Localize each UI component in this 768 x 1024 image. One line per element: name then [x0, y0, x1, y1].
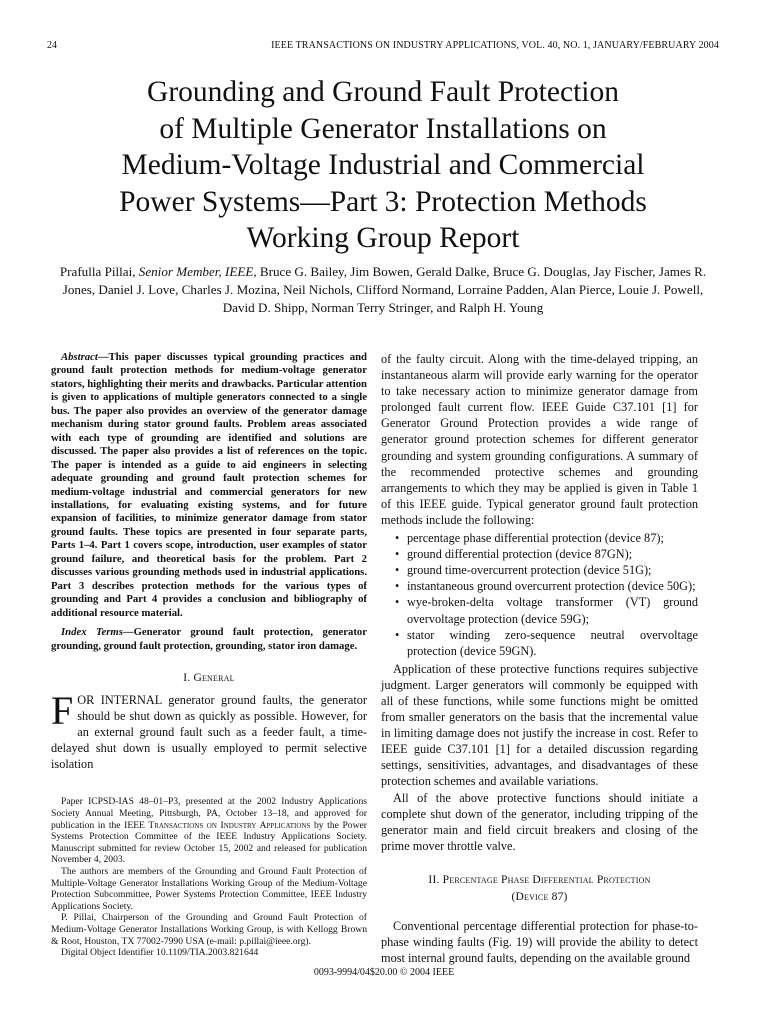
list-item: • percentage phase differential protection (device 87); — [407, 530, 698, 546]
abstract-text: This paper discusses typical grounding practices and ground fault protection methods for medium-voltage generator stators, highlighting their merits and drawbacks. Particular attention is given to applications of multiple generators connected to a single bus. The paper also provides an overview of the generator damage mechanism during stator ground faults. Problem areas associated with each type of grounding are identified and solutions are discussed. The paper also provides a list of references on the topic. The paper is intended as a guide to aid engineers in selecting adequate grounding and ground fault protection schemes for medium-voltage industrial and commercial generators for new installations, for evaluating existing systems, and for future expansion of facilities, to minimize generator damage from stator ground faults. These topics are presented in four separate parts, Parts 1–4. Part 1 covers scope, introduction, user examples of stator ground failure, and theoretical basis for the problem. Part 2 discusses various grounding methods used in industrial applications. Part 3 describes protection methods for the various types of grounding and Part 4 provides a conclusion and bibliography of additional resource material. — [51, 351, 367, 619]
first-author: Prafulla Pillai, — [59, 264, 139, 279]
index-terms-label: Index Terms— — [61, 626, 134, 639]
section1-body — [51, 687, 367, 772]
paper-title — [47, 74, 719, 257]
abstract-label: Abstract— — [61, 351, 109, 363]
list-item: • instantaneous ground overcurrent protection (device 50G); — [407, 578, 698, 594]
journal-name: IEEE TRANSACTIONS ON INDUSTRY APPLICATIONS, VOL. 40, NO. 1, JANUARY/FEBRUARY 2004 — [271, 40, 719, 51]
protection-methods-list — [381, 530, 698, 659]
right-column — [381, 351, 698, 966]
paragraph: All of the above protective functions should initiate a complete shut down of the generator, including tripping of the generator main and field circuit breakers and closing of the prime mover throttle valve. — [381, 790, 698, 853]
paragraph: Conventional percentage differential protection for phase-to-phase winding faults (Fig. 19) will provide the ability to detect most internal ground faults, depending on the available ground — [381, 918, 698, 966]
section-title: General — [193, 671, 235, 684]
title-line: Grounding and Ground Fault Protection — [147, 76, 619, 108]
author-list — [47, 263, 719, 318]
index-terms — [51, 626, 367, 653]
list-item: • wye-broken-delta voltage transformer (VT) ground overvoltage protection (device 59G); — [407, 594, 698, 626]
title-line: Working Group Report — [246, 222, 520, 254]
abstract — [51, 351, 367, 620]
page-number: 24 — [47, 40, 57, 51]
footnote: The authors are members of the Grounding and Ground Fault Protection of Multiple-Voltage Generator Installations Working Group of the Medium-Voltage Protection Subcommittee, Power Systems Protection Committee, IEEE Industry Applications Society. — [51, 866, 367, 912]
list-item: • stator winding zero-sequence neutral overvoltage protection (device 59GN). — [407, 627, 698, 659]
dropcap-letter: F — [51, 687, 74, 733]
section-heading-1: I. General — [183, 671, 235, 684]
footnote: Paper ICPSD-IAS 48–01–P3, presented at the 2002 Industry Applications Society Annual Meeting, Pittsburgh, PA, October 13–18, and approved for publication in the IEEE Transactions on Industry Applications by the Power Systems Protection Committee of the IEEE Industry Applications Society. Manuscript submitted for review October 15, 2002 and released for publication November 4, 2003. — [51, 796, 367, 866]
left-column — [51, 351, 367, 959]
index-terms-text: Generator ground fault protection, generator grounding, ground fault protection, grounding, stator iron damage. — [51, 626, 367, 652]
title-line: of Multiple Generator Installations on — [159, 112, 607, 145]
section1-paragraph: OR INTERNAL generator ground faults, the generator should be shut down as quickly as possible. However, for an external ground fault such as a feeder fault, a time-delayed shut down is usually employed to permit selective isolation — [51, 692, 367, 772]
paragraph: of the faulty circuit. Along with the time-delayed tripping, an instantaneous alarm will provide early warning for the operator to take necessary action to minimize generator damage from prolonged fault current flow. IEEE Guide C37.101 [1] for Generator Ground Protection provides a wide range of generator ground protection schemes for different generator grounding and system grounding configurations. A summary of the recommended protective schemes and grounding arrangements to which they may be applied is given in Table 1 of this IEEE guide. Typical generator ground fault protection methods include the following: — [381, 352, 698, 527]
section-heading-2: II. Percentage Phase Differential Protection (Device 87) — [428, 873, 651, 903]
title-line: Power Systems—Part 3: Protection Methods — [119, 185, 647, 218]
copyright-footer: 0093-9994/04$20.00 © 2004 IEEE — [313, 967, 455, 978]
footnote: P. Pillai, Chairperson of the Grounding and Ground Fault Protection of Medium-Voltage Generator Installations Working Group, is with Kellogg Brown & Root, Houston, TX 77002-7990 USA (e-mail: p.pillai@ieee.org). — [51, 912, 367, 947]
paragraph: Application of these protective functions requires subjective judgment. Larger generators will commonly be equipped with all of these functions, while some functions might be omitted from smaller generators on the basis that the incremental value in limiting damage does not justify the increase in cost. Refer to IEEE guide C37.101 [1] for a detailed discussion regarding settings, sensitivities, advantages, and disadvantages of these protection schemes and available variations. — [381, 661, 698, 789]
first-author-affiliation: Senior Member, IEEE — [138, 264, 254, 279]
list-item: • ground differential protection (device 87GN); — [407, 546, 698, 562]
title-line: Medium-Voltage Industrial and Commercial — [121, 149, 645, 181]
footnote: Digital Object Identifier 10.1109/TIA.2003.821644 — [61, 947, 259, 959]
section-subtitle: (Device 87) — [511, 890, 568, 903]
footnotes — [51, 796, 367, 958]
section-title: Percentage Phase Differential Protection — [442, 873, 651, 886]
list-item: • ground time-overcurrent protection (device 51G); — [407, 562, 698, 578]
other-authors: , Bruce G. Bailey, Jim Bowen, Gerald Dalke, Bruce G. Douglas, Jay Fischer, James R. Jones, Daniel J. Love, Charles J. Mozina, Neil Nichols, Clifford Normand, Lorraine Padden, Alan Pierce, Louie J. Powell, David D. Shipp, Norman Terry Stringer, and Ralph H. Young — [62, 264, 707, 316]
